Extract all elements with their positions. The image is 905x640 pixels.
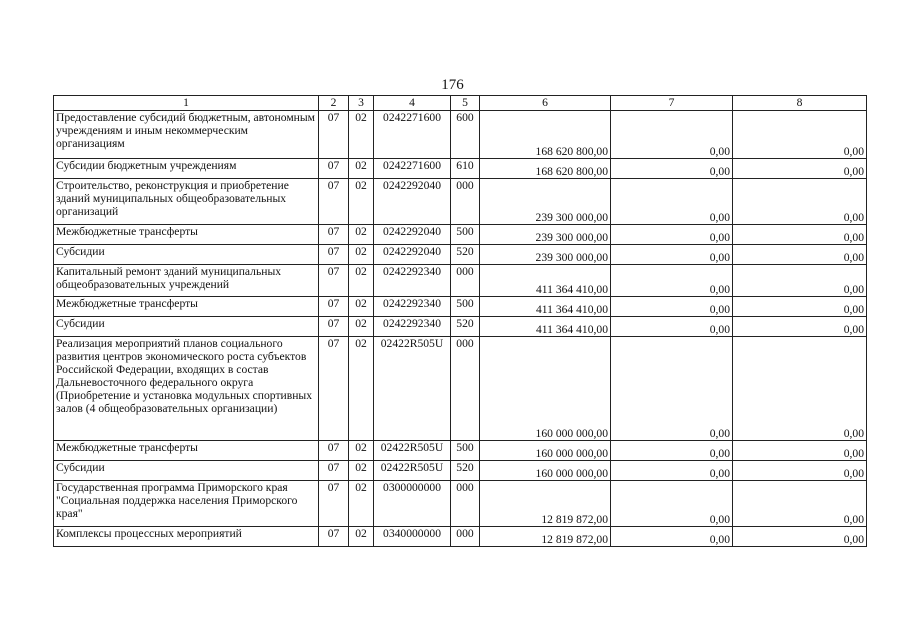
row-expense-type: 500	[451, 225, 480, 245]
table-row	[54, 461, 867, 481]
row-subsection: 02	[349, 225, 374, 245]
row-amount-3: 0,00	[733, 461, 867, 481]
row-subsection: 02	[349, 245, 374, 265]
row-target-code: 02422R505U	[374, 441, 451, 461]
row-amount-3: 0,00	[733, 179, 867, 225]
row-expense-type: 000	[451, 527, 480, 547]
table-row	[54, 337, 867, 441]
row-target-code: 02422R505U	[374, 337, 451, 441]
row-name: Субсидии	[54, 245, 319, 265]
row-subsection: 02	[349, 265, 374, 297]
row-amount-2: 0,00	[611, 481, 733, 527]
row-amount: 411 364 410,00	[480, 297, 611, 317]
row-name: Субсидии	[54, 317, 319, 337]
row-section: 07	[319, 441, 349, 461]
row-target-code: 0340000000	[374, 527, 451, 547]
row-target-code: 0242292340	[374, 265, 451, 297]
row-subsection: 02	[349, 461, 374, 481]
row-target-code: 0242271600	[374, 111, 451, 159]
row-amount: 160 000 000,00	[480, 441, 611, 461]
row-amount-2: 0,00	[611, 527, 733, 547]
row-expense-type: 000	[451, 481, 480, 527]
row-amount: 411 364 410,00	[480, 317, 611, 337]
table-row	[54, 441, 867, 461]
table-row	[54, 265, 867, 297]
row-amount-2: 0,00	[611, 265, 733, 297]
row-amount: 411 364 410,00	[480, 265, 611, 297]
row-amount-3: 0,00	[733, 441, 867, 461]
row-amount-3: 0,00	[733, 337, 867, 441]
row-expense-type: 610	[451, 159, 480, 179]
row-name: Государственная программа Приморского края "Социальная поддержка населения Приморского края"	[54, 481, 319, 527]
row-expense-type: 000	[451, 265, 480, 297]
table-row	[54, 297, 867, 317]
row-name: Строительство, реконструкция и приобретение зданий муниципальных общеобразовательных организаций	[54, 179, 319, 225]
row-name: Реализация мероприятий планов социального развития центров экономического роста субъектов Российской Федерации, входящих в состав Дальневосточного федерального округа (Приобретение и установка модульных спортивных залов (4 общеобразовательных организации)	[54, 337, 319, 441]
row-expense-type: 000	[451, 179, 480, 225]
budget-table	[53, 95, 867, 547]
row-section: 07	[319, 527, 349, 547]
row-target-code: 0242292040	[374, 245, 451, 265]
row-section: 07	[319, 481, 349, 527]
column-header: 1	[54, 96, 319, 111]
page-number: 176	[441, 77, 464, 93]
column-header: 6	[480, 96, 611, 111]
table-row	[54, 245, 867, 265]
row-amount: 239 300 000,00	[480, 179, 611, 225]
row-subsection: 02	[349, 159, 374, 179]
row-name: Межбюджетные трансферты	[54, 297, 319, 317]
row-expense-type: 500	[451, 297, 480, 317]
row-amount-3: 0,00	[733, 245, 867, 265]
row-amount-3: 0,00	[733, 111, 867, 159]
row-expense-type: 520	[451, 245, 480, 265]
row-subsection: 02	[349, 527, 374, 547]
row-name: Предоставление субсидий бюджетным, автономным учреждениям и иным некоммерческим организациям	[54, 111, 319, 159]
table-row	[54, 481, 867, 527]
row-name: Комплексы процессных мероприятий	[54, 527, 319, 547]
row-amount: 160 000 000,00	[480, 337, 611, 441]
row-amount: 168 620 800,00	[480, 159, 611, 179]
column-header: 8	[733, 96, 867, 111]
row-amount-3: 0,00	[733, 527, 867, 547]
table-row	[54, 179, 867, 225]
row-amount-3: 0,00	[733, 225, 867, 245]
row-name: Субсидии	[54, 461, 319, 481]
row-amount-2: 0,00	[611, 297, 733, 317]
row-section: 07	[319, 225, 349, 245]
table-row	[54, 225, 867, 245]
row-subsection: 02	[349, 337, 374, 441]
row-expense-type: 600	[451, 111, 480, 159]
column-header: 7	[611, 96, 733, 111]
column-header: 4	[374, 96, 451, 111]
row-amount-3: 0,00	[733, 265, 867, 297]
column-header: 3	[349, 96, 374, 111]
row-amount-2: 0,00	[611, 461, 733, 481]
row-name: Субсидии бюджетным учреждениям	[54, 159, 319, 179]
row-amount-3: 0,00	[733, 317, 867, 337]
row-section: 07	[319, 245, 349, 265]
row-amount-2: 0,00	[611, 317, 733, 337]
row-amount-2: 0,00	[611, 111, 733, 159]
row-section: 07	[319, 461, 349, 481]
row-amount-3: 0,00	[733, 159, 867, 179]
table-row	[54, 111, 867, 159]
row-target-code: 0300000000	[374, 481, 451, 527]
row-section: 07	[319, 111, 349, 159]
row-target-code: 0242292040	[374, 179, 451, 225]
row-amount: 239 300 000,00	[480, 225, 611, 245]
table-row	[54, 317, 867, 337]
row-section: 07	[319, 317, 349, 337]
row-amount: 12 819 872,00	[480, 527, 611, 547]
row-subsection: 02	[349, 297, 374, 317]
row-section: 07	[319, 179, 349, 225]
column-header: 5	[451, 96, 480, 111]
row-subsection: 02	[349, 481, 374, 527]
row-section: 07	[319, 337, 349, 441]
row-subsection: 02	[349, 317, 374, 337]
row-amount-2: 0,00	[611, 179, 733, 225]
row-expense-type: 500	[451, 441, 480, 461]
row-target-code: 0242292340	[374, 317, 451, 337]
row-name: Капитальный ремонт зданий муниципальных общеобразовательных учреждений	[54, 265, 319, 297]
row-name: Межбюджетные трансферты	[54, 225, 319, 245]
row-target-code: 0242292040	[374, 225, 451, 245]
row-amount-2: 0,00	[611, 245, 733, 265]
row-subsection: 02	[349, 441, 374, 461]
row-amount-2: 0,00	[611, 225, 733, 245]
row-target-code: 0242292340	[374, 297, 451, 317]
row-amount-2: 0,00	[611, 337, 733, 441]
row-amount: 168 620 800,00	[480, 111, 611, 159]
row-name: Межбюджетные трансферты	[54, 441, 319, 461]
row-target-code: 0242271600	[374, 159, 451, 179]
row-target-code: 02422R505U	[374, 461, 451, 481]
table-row	[54, 159, 867, 179]
row-section: 07	[319, 159, 349, 179]
row-amount-3: 0,00	[733, 297, 867, 317]
row-amount: 239 300 000,00	[480, 245, 611, 265]
table-header-row	[54, 96, 867, 111]
row-section: 07	[319, 297, 349, 317]
table-row	[54, 527, 867, 547]
row-expense-type: 520	[451, 317, 480, 337]
row-amount: 12 819 872,00	[480, 481, 611, 527]
row-expense-type: 520	[451, 461, 480, 481]
row-amount: 160 000 000,00	[480, 461, 611, 481]
row-subsection: 02	[349, 111, 374, 159]
row-section: 07	[319, 265, 349, 297]
row-amount-2: 0,00	[611, 441, 733, 461]
row-amount-2: 0,00	[611, 159, 733, 179]
column-header: 2	[319, 96, 349, 111]
row-subsection: 02	[349, 179, 374, 225]
row-expense-type: 000	[451, 337, 480, 441]
row-amount-3: 0,00	[733, 481, 867, 527]
